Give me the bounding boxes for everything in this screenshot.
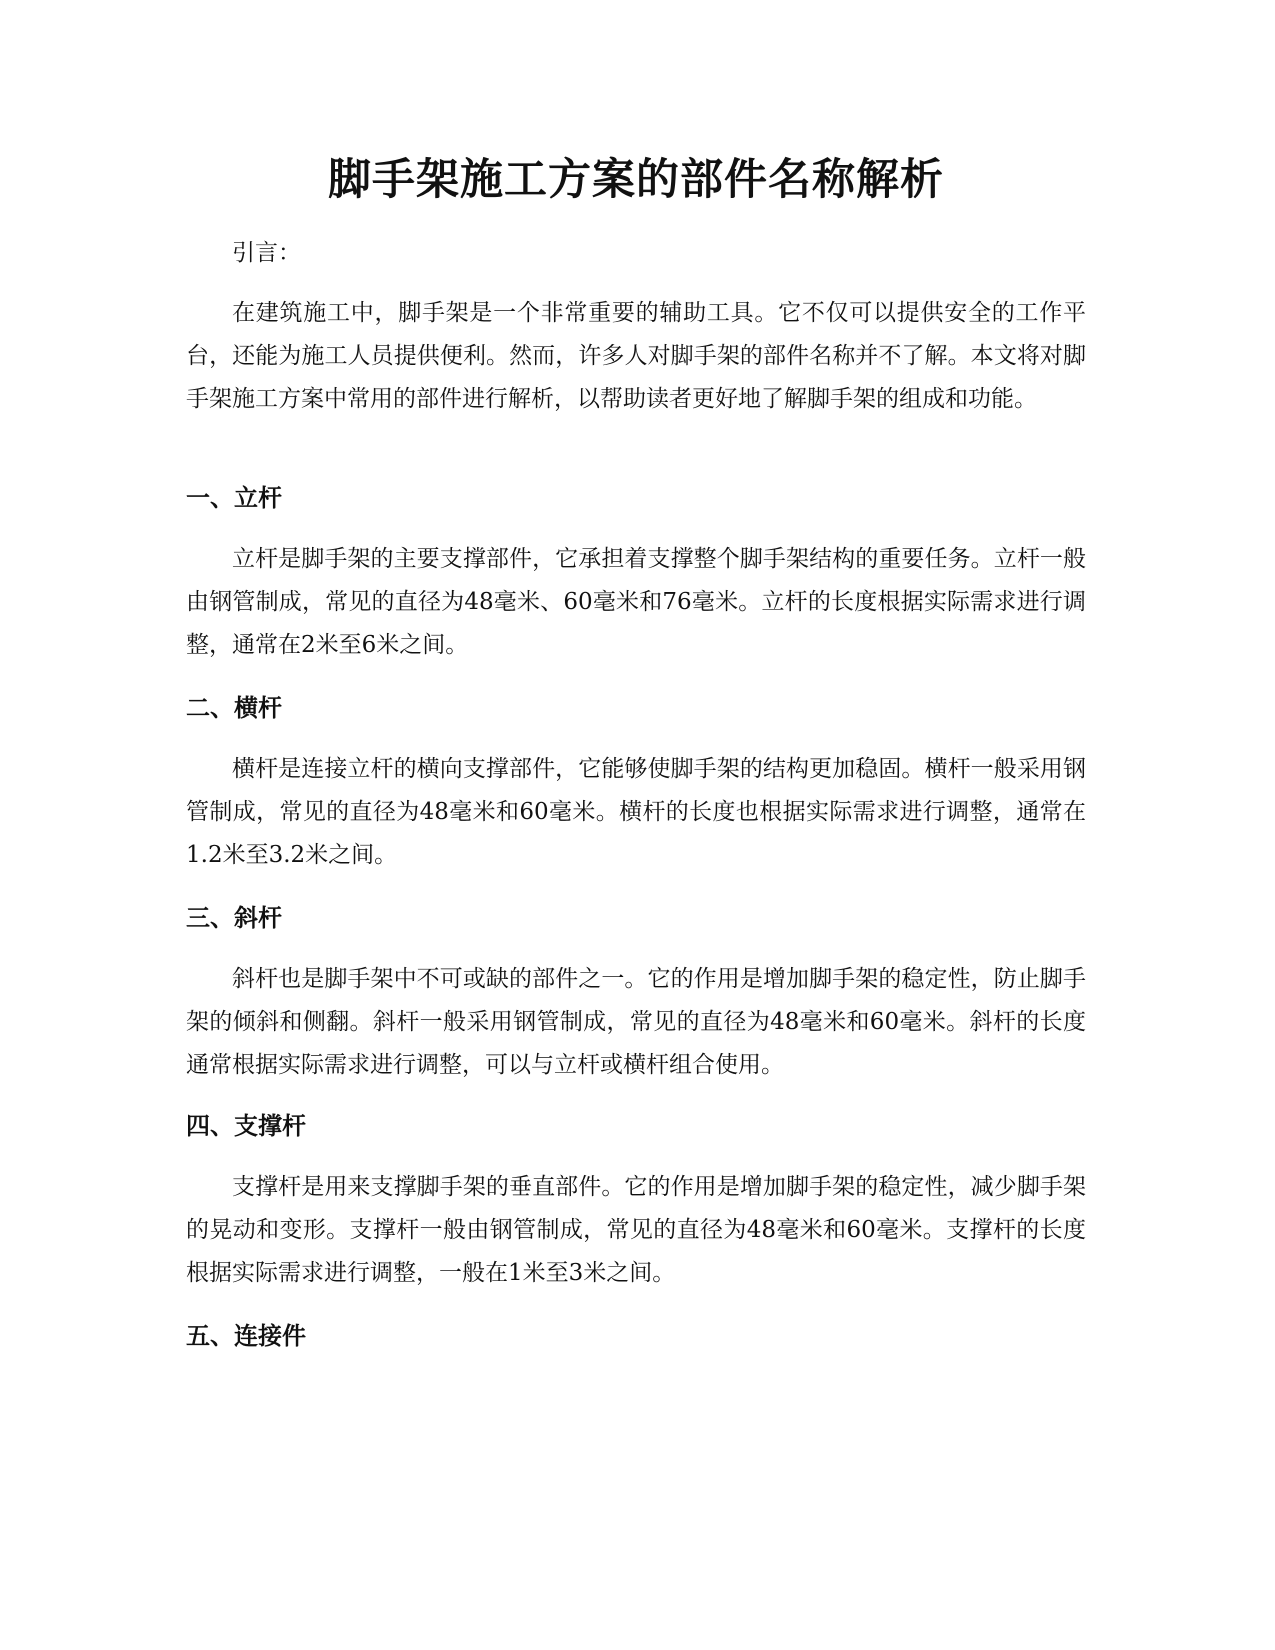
intro-paragraph: 在建筑施工中，脚手架是一个非常重要的辅助工具。它不仅可以提供安全的工作平台，还能为施工人员提供便利。然而，许多人对脚手架的部件名称并不了解。本文将对脚手架施工方案中常用的部件进行解析，以帮助读者更好地了解脚手架的组成和功能。 [186,300,1086,412]
section-heading-2: 二、横杆 [186,694,282,722]
intro-label: 引言： [232,240,301,266]
section-heading-5: 五、连接件 [186,1322,306,1350]
section-paragraph-4: 支撑杆是用来支撑脚手架的垂直部件。它的作用是增加脚手架的稳定性，减少脚手架的晃动和变形。支撑杆一般由钢管制成，常见的直径为48毫米和60毫米。支撑杆的长度根据实际需求进行调整，一般在1米至3米之间。 [186,1174,1086,1286]
document-title: 脚手架施工方案的部件名称解析 [328,155,944,205]
section-heading-3: 三、斜杆 [186,904,282,932]
section-heading-1: 一、立杆 [186,484,282,512]
section-paragraph-3: 斜杆也是脚手架中不可或缺的部件之一。它的作用是增加脚手架的稳定性，防止脚手架的倾斜和侧翻。斜杆一般采用钢管制成，常见的直径为48毫米和60毫米。斜杆的长度通常根据实际需求进行调整，可以与立杆或横杆组合使用。 [186,966,1086,1078]
section-heading-4: 四、支撑杆 [186,1112,306,1140]
section-paragraph-1: 立杆是脚手架的主要支撑部件，它承担着支撑整个脚手架结构的重要任务。立杆一般由钢管制成，常见的直径为48毫米、60毫米和76毫米。立杆的长度根据实际需求进行调整，通常在2米至6米之间。 [186,546,1086,658]
section-paragraph-2: 横杆是连接立杆的横向支撑部件，它能够使脚手架的结构更加稳固。横杆一般采用钢管制成，常见的直径为48毫米和60毫米。横杆的长度也根据实际需求进行调整，通常在1.2米至3.2米之间。 [186,756,1086,868]
